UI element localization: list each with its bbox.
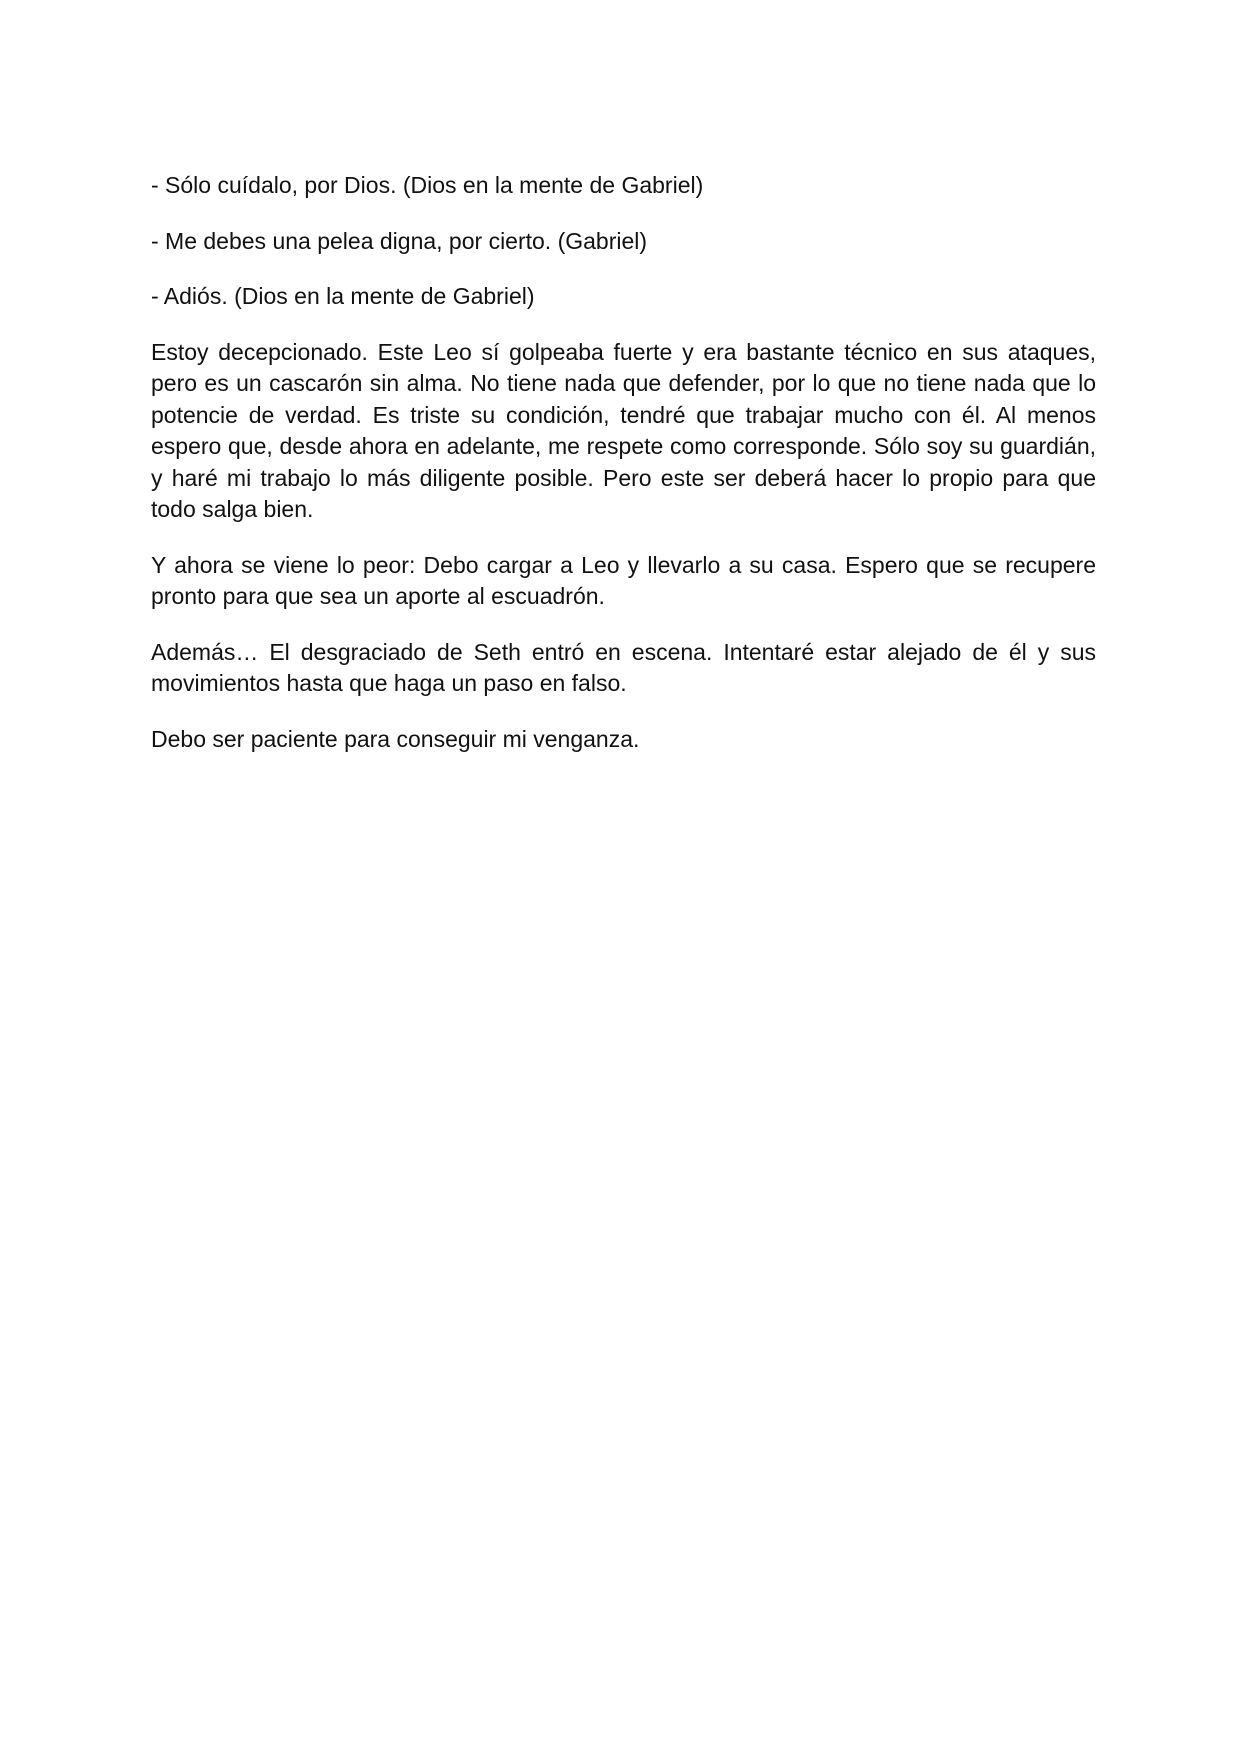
document-body — [151, 170, 1096, 779]
dialogue-line: - Me debes una pelea digna, por cierto. (Gabriel) — [151, 227, 648, 254]
body-paragraph: Además… El desgraciado de Seth entró en escena. Intentaré estar alejado de él y sus movimientos hasta que haga un paso en falso. — [151, 638, 1096, 696]
dialogue-line: - Sólo cuídalo, por Dios. (Dios en la mente de Gabriel) — [151, 172, 704, 198]
body-paragraph: Y ahora se viene lo peor: Debo cargar a Leo y llevarlo a su casa. Espero que se recupere pronto para que sea un aporte al escuadrón. — [151, 551, 1096, 609]
body-paragraph: Estoy decepcionado. Este Leo sí golpeaba fuerte y era bastante técnico en sus ataques, pero es un cascarón sin alma. No tiene nada que defender, por lo que no tiene nada que lo potencie de verdad. Es triste su condición, tendré que trabajar mucho con él. Al menos espero que, desde ahora en adelante, me respete como corresponde. Sólo soy su guardián, y haré mi trabajo lo más diligente posible. Pero este ser deberá hacer lo propio para que todo salga bien. — [151, 338, 1096, 522]
closing-line: Debo ser paciente para conseguir mi venganza. — [151, 725, 640, 752]
dialogue-line: - Adiós. (Dios en la mente de Gabriel) — [151, 283, 535, 309]
